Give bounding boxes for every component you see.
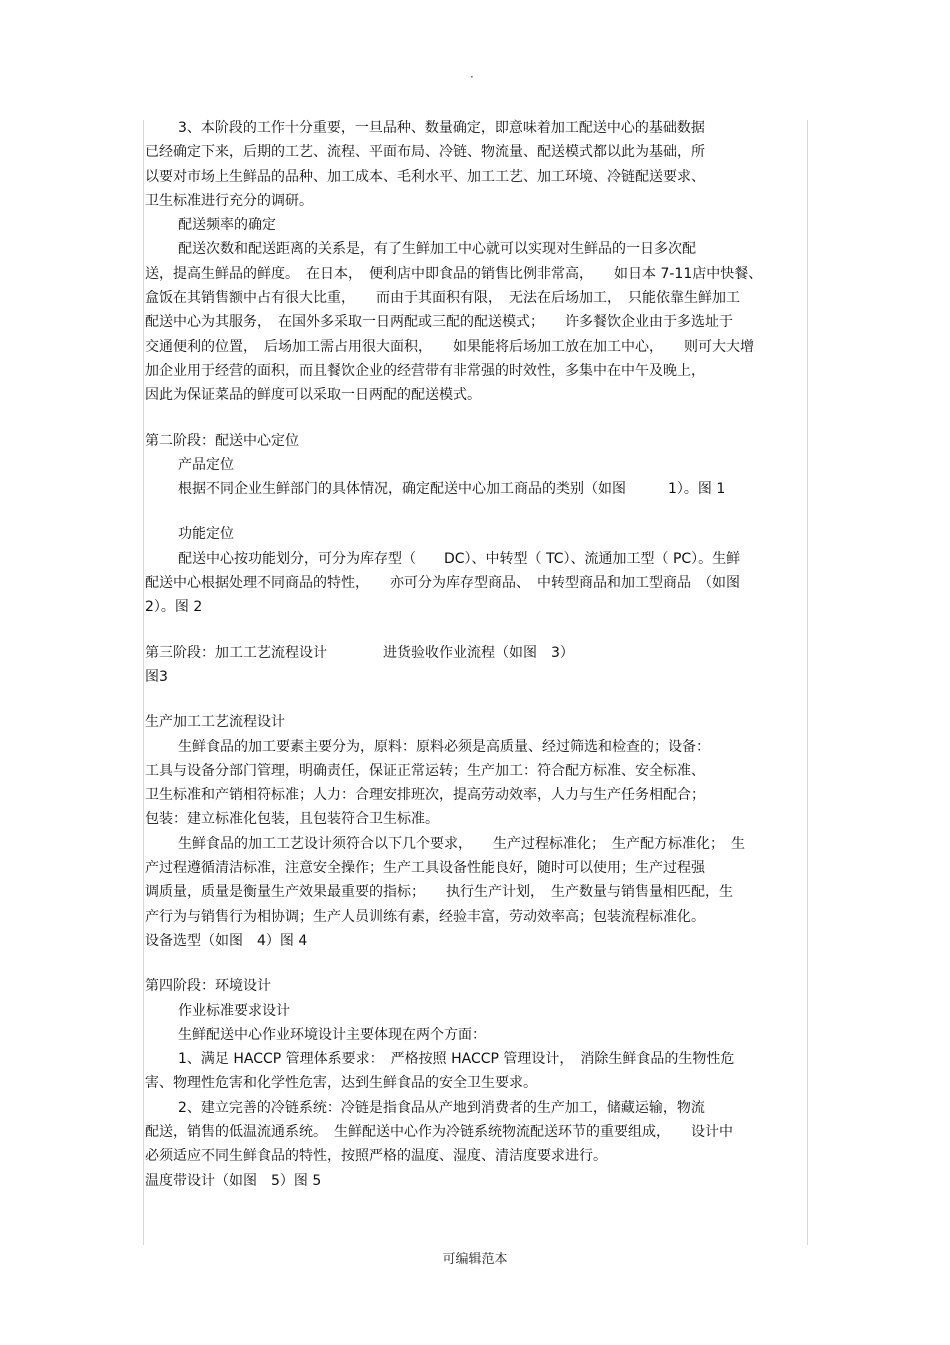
top-mark: · [470,70,474,84]
paragraph-line: 盒饭在其销售额中占有很大比重， 而由于其面积有限， 无法在后场加工， 只能依靠生鲜加工 [145,290,740,307]
spacer [145,620,810,641]
spacer [145,408,810,429]
subheading: 配送频率的确定 [178,217,276,234]
paragraph-line: 送，提高生鲜品的鲜度。 在日本， 便利店中即食品的销售比例非常高， 如日本 7-11店中快餐、 [145,265,763,282]
paragraph-line: 包装：建立标准化包装，且包装符合卫生标准。 [145,811,439,828]
subheading: 生产加工工艺流程设计 [145,714,285,731]
document-body [145,116,810,1193]
spacer [145,953,810,974]
paragraph-line: 配送，销售的低温流通系统。 生鲜配送中心作为冷链系统物流配送环节的重要组成， 设计中 [145,1123,733,1140]
figure-reference: 图3 [145,668,168,685]
paragraph-line: 配送中心根据处理不同商品的特性， 亦可分为库存型商品、 中转型商品和加工型商品 （如图 [145,575,740,592]
spacer [145,501,810,522]
paragraph-line: 产过程遵循清洁标准，注意安全操作；生产工具设备性能良好，随时可以使用；生产过程强 [145,860,705,877]
paragraph-line: 配送中心按功能划分，可分为库存型（ DC）、中转型（ TC）、流通加工型（ PC）。生鲜 [178,550,741,567]
paragraph-line: 2、建立完善的冷链系统：冷链是指食品从产地到消费者的生产加工，储藏运输，物流 [178,1099,705,1116]
subheading: 产品定位 [178,456,234,473]
subheading: 作业标准要求设计 [178,1002,290,1019]
paragraph-line: 2）。图 2 [145,599,203,616]
paragraph-line: 以要对市场上生鲜品的品种、加工成本、毛利水平、加工工艺、加工环境、冷链配送要求、 [145,168,705,185]
footer-label: 可编辑范本 [442,1252,508,1267]
paragraph-line: 3、本阶段的工作十分重要，一旦品种、数量确定，即意味着加工配送中心的基础数据 [178,120,705,136]
subheading: 功能定位 [178,526,234,543]
spacer [145,689,810,710]
paragraph-line: 已经确定下来，后期的工艺、流程、平面布局、冷链、物流量、配送模式都以此为基础，所 [145,144,705,161]
paragraph-line: 生鲜食品的加工要素主要分为，原料：原料必须是高质量、经过筛选和检查的；设备： [178,738,710,755]
paragraph-line: 产行为与销售行为相协调；生产人员训练有素，经验丰富，劳动效率高；包装流程标准化。 [145,908,705,925]
paragraph-line: 调质量，质量是衡量生产效果最重要的指标； 执行生产计划， 生产数量与销售量相匹配，生 [145,884,733,901]
paragraph-line: 配送次数和配送距离的关系是，有了生鲜加工中心就可以实现对生鲜品的一日多次配 [178,241,696,258]
paragraph-line: 必须适应不同生鲜食品的特性，按照严格的温度、湿度、清洁度要求进行。 [145,1148,607,1165]
paragraph-line: 生鲜食品的加工工艺设计须符合以下几个要求， 生产过程标准化； 生产配方标准化； 生 [178,835,745,852]
paragraph-line: 卫生标准和产销相符标准；人力：合理安排班次，提高劳动效率，人力与生产任务相配合； [145,787,705,804]
paragraph-line: 卫生标准进行充分的调研。 [145,192,313,209]
section-heading: 第二阶段：配送中心定位 [145,432,299,449]
paragraph-line: 生鲜配送中心作业环境设计主要体现在两个方面： [178,1026,486,1043]
paragraph-line: 害、物理性危害和化学性危害，达到生鲜食品的安全卫生要求。 [145,1075,537,1092]
figure-reference: 设备选型（如图 4）图 4 [145,932,308,949]
paragraph-line: 配送中心为其服务， 在国外多采取一日两配或三配的配送模式； 许多餐饮企业由于多选址于 [145,314,733,331]
paragraph-line: 根据不同企业生鲜部门的具体情况，确定配送中心加工商品的类别（如图 1）。图 1 [178,481,726,498]
paragraph-line: 因此为保证菜品的鲜度可以采取一日两配的配送模式。 [145,387,481,404]
paragraph-line: 交通便利的位置， 后场加工需占用很大面积， 如果能将后场加工放在加工中心， 则可大大增 [145,338,754,355]
section-heading: 第三阶段：加工工艺流程设计 进货验收作业流程（如图 3） [145,644,574,661]
paragraph-line: 加企业用于经营的面积，而且餐饮企业的经营带有非常强的时效性，多集中在中午及晚上， [145,362,705,379]
figure-reference: 温度带设计（如图 5）图 5 [145,1172,322,1189]
section-heading: 第四阶段：环境设计 [145,978,271,995]
paragraph-line: 工具与设备分部门管理，明确责任，保证正常运转；生产加工：符合配方标准、安全标准、 [145,762,705,779]
paragraph-line: 1、满足 HACCP 管理体系要求： 严格按照 HACCP 管理设计， 消除生鲜食品的生物性危 [178,1051,735,1068]
